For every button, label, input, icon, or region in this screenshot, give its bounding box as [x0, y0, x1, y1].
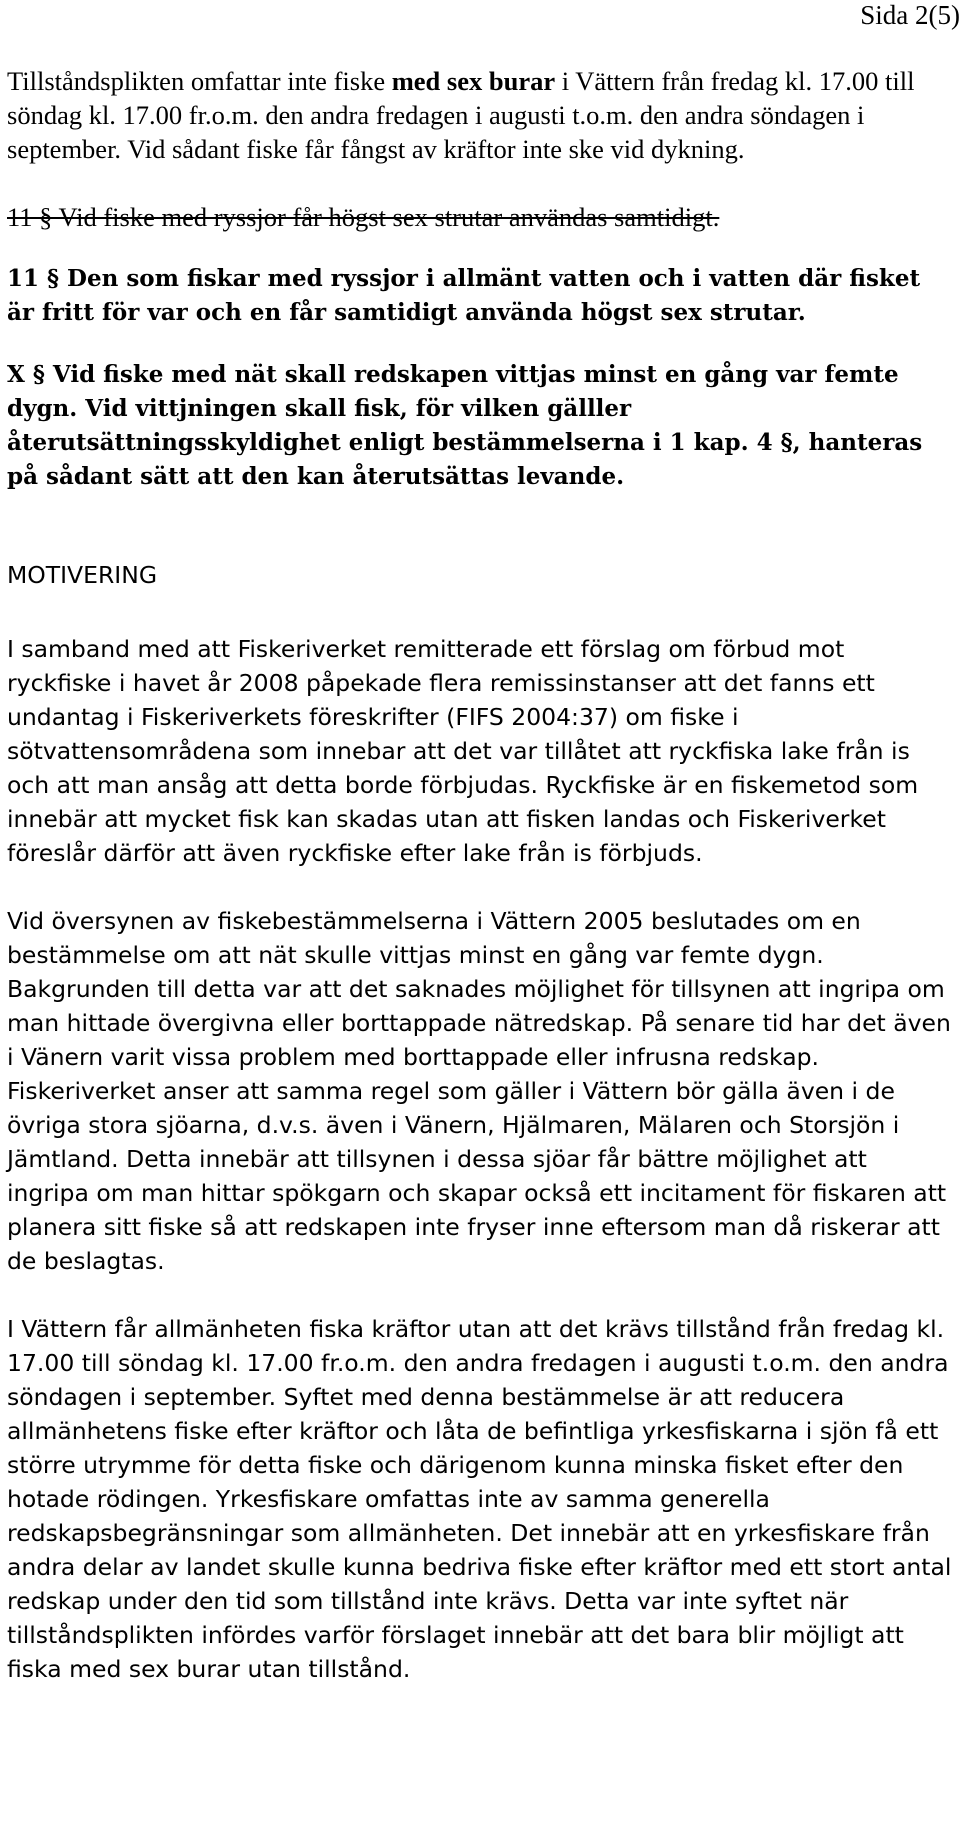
motivering-heading: MOTIVERING	[7, 561, 158, 589]
new-rule-11-paragraph: 11 § Den som fiskar med ryssjor i allmänt vatten och i vatten där fisket är fritt för var och en får samtidigt använda högst sex strutar.	[7, 265, 921, 326]
document-body	[7, 64, 952, 1686]
exemption-text-end: i Vättern från fredag kl. 17.00 till söndag kl. 17.00 fr.o.m. den andra fredagen i augusti t.o.m. den andra söndagen i september. Vid sådant fiske får fångst av kräftor inte ske vid dykning.	[7, 66, 915, 164]
page-number: Sida 2(5)	[860, 0, 960, 30]
exemption-text-start: Tillståndsplikten omfattar inte fiske	[7, 66, 392, 96]
motivering-paragraph-2: Vid översynen av fiskebestämmelserna i Vättern 2005 beslutades om en bestämmelse om att nät skulle vittjas minst en gång var femte dygn. Bakgrunden till detta var att det saknades möjlighet för tillsynen att ingripa om man hittade övergivna eller borttappade nätredskap. På senare tid har det även i Vänern varit vissa problem med borttappade eller infrusna redskap. Fiskeriverket anser att samma regel som gäller i Vättern bör gälla även i de övriga stora sjöarna, d.v.s. även i Vänern, Hjälmaren, Mälaren och Storsjön i Jämtland. Detta innebär att tillsynen i dessa sjöar får bättre möjlighet att ingripa om man hittar spökgarn och skapar också ett incitament för fiskaren att planera sitt fiske så att redskapen inte fryser inne eftersom man då riskerar att de beslagtas.	[7, 907, 951, 1275]
motivering-paragraph-1: I samband med att Fiskeriverket remitterade ett förslag om förbud mot ryckfiske i havet år 2008 påpekade flera remissinstanser att det fanns ett undantag i Fiskeriverkets föreskrifter (FIFS 2004:37) om fiske i sötvattensområdena som innebar att det var tillåtet att ryckfiska lake från is och att man ansåg att detta borde förbjudas. Ryckfiske är en fiskemetod som innebär att mycket fisk kan skadas utan att fisken landas och Fiskeriverket föreslår därför att även ryckfiske efter lake från is förbjuds.	[7, 635, 919, 867]
new-rule-x-paragraph: X § Vid fiske med nät skall redskapen vittjas minst en gång var femte dygn. Vid vittjningen skall fisk, för vilken gälller återutsättningsskyldighet enligt bestämmelserna i 1 kap. 4 §, hanteras på sådant sätt att den kan återutsättas levande.	[7, 361, 923, 490]
motivering-paragraph-3: I Vättern får allmänheten fiska kräftor utan att det krävs tillstånd från fredag kl. 17.00 till söndag kl. 17.00 fr.o.m. den andra fredagen i augusti t.o.m. den andra söndagen i september. Syftet med denna bestämmelse är att reducera allmänhetens fiske efter kräftor och låta de befintliga yrkesfiskarna i sjön få ett större utrymme för detta fiske och därigenom kunna minska fisket efter den hotade rödingen. Yrkesfiskare omfattas inte av samma generella redskapsbegränsningar som allmänheten. Det innebär att en yrkesfiskare från andra delar av landet skulle kunna bedriva fiske efter kräftor med ett stort antal redskap under den tid som tillstånd inte krävs. Detta var inte syftet när tillståndsplikten infördes varför förslaget innebär att det bara blir möjligt att fiska med sex burar utan tillstånd.	[7, 1315, 952, 1683]
struck-rule-paragraph: 11 § Vid fiske med ryssjor får högst sex strutar användas samtidigt.	[7, 202, 720, 232]
exemption-paragraph	[7, 64, 952, 166]
exemption-bold-text: med sex burar	[391, 66, 556, 96]
